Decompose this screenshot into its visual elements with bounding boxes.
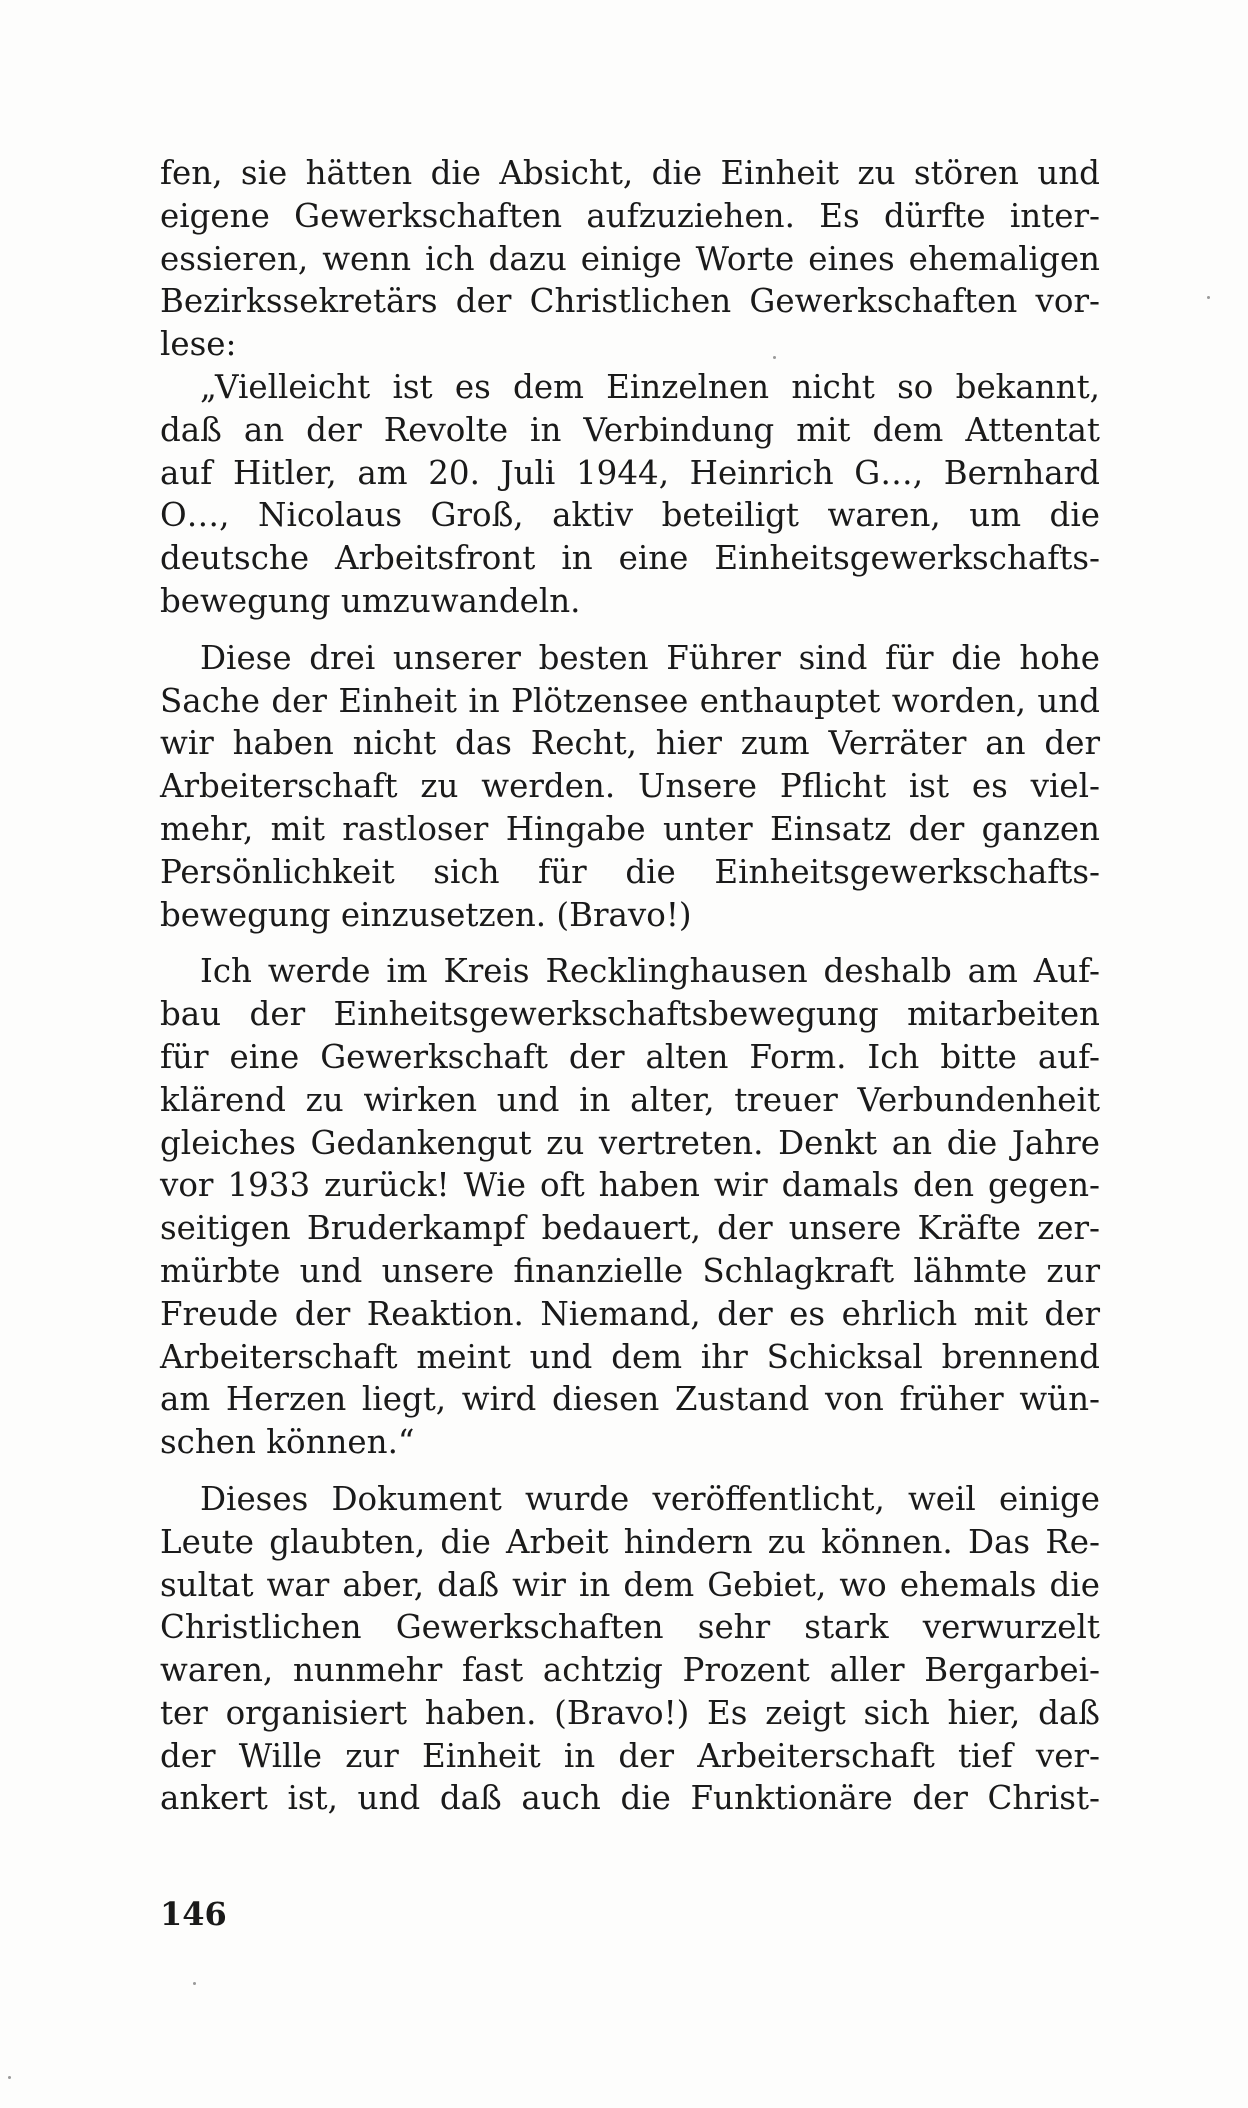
page-number: 146: [160, 1895, 227, 1933]
paper-speck: [8, 2076, 11, 2079]
paragraph: [160, 152, 1100, 366]
text-line: bewegung umzuwandeln.: [160, 581, 581, 620]
text-line: eigene Gewerkschaften aufzuziehen. Es dürfte inter-: [160, 196, 1100, 235]
text-line: Persönlichkeit sich für die Einheitsgewerkschafts-: [160, 852, 1100, 891]
text-line: Diese drei unserer besten Führer sind für die hohe: [200, 638, 1100, 677]
text-line: am Herzen liegt, wird diesen Zustand von früher wün-: [160, 1380, 1100, 1419]
text-line: sultat war aber, daß wir in dem Gebiet, wo ehemals die: [160, 1565, 1100, 1604]
paragraph: [160, 1478, 1100, 1820]
text-line: schen können.“: [160, 1423, 415, 1462]
text-line: Christlichen Gewerkschaften sehr stark verwurzelt: [160, 1608, 1100, 1647]
text-line: essieren, wenn ich dazu einige Worte eines ehemaligen: [160, 239, 1100, 278]
text-line: fen, sie hätten die Absicht, die Einheit zu stören und: [160, 154, 1100, 192]
text-line: ter organisiert haben. (Bravo!) Es zeigt sich hier, daß: [160, 1693, 1100, 1732]
paragraph-spacing: [160, 936, 1100, 950]
text-line: lese:: [160, 325, 237, 364]
text-line: bewegung einzusetzen. (Bravo!): [160, 895, 692, 934]
body-text: [160, 152, 1100, 1820]
text-line: mehr, mit rastloser Hingabe unter Einsatz der ganzen: [160, 809, 1100, 848]
text-line: seitigen Bruderkampf bedauert, der unsere Kräfte zer-: [160, 1209, 1100, 1248]
paragraph: [160, 637, 1100, 937]
text-line: gleiches Gedankengut zu vertreten. Denkt an die Jahre: [160, 1123, 1100, 1162]
text-line: daß an der Revolte in Verbindung mit dem Attentat: [160, 410, 1100, 449]
text-line: Leute glaubten, die Arbeit hindern zu können. Das Re-: [160, 1522, 1100, 1561]
text-line: Freude der Reaktion. Niemand, der es ehrlich mit der: [160, 1294, 1100, 1333]
text-line: vor 1933 zurück! Wie oft haben wir damals den gegen-: [160, 1166, 1100, 1205]
text-line: auf Hitler, am 20. Juli 1944, Heinrich G…, Bernhard: [160, 453, 1100, 492]
text-line: wir haben nicht das Recht, hier zum Verräter an der: [160, 724, 1100, 763]
text-line: Ich werde im Kreis Recklinghausen deshalb am Auf-: [200, 952, 1100, 991]
text-line: der Wille zur Einheit in der Arbeiterschaft tief ver-: [160, 1736, 1100, 1775]
paragraph: [160, 950, 1100, 1464]
text-line: „Vielleicht ist es dem Einzelnen nicht so bekannt,: [200, 367, 1100, 406]
paper-speck: [193, 1982, 196, 1985]
text-line: klärend zu wirken und in alter, treuer Verbundenheit: [160, 1080, 1100, 1119]
text-line: deutsche Arbeitsfront in eine Einheitsgewerkschafts-: [160, 539, 1100, 578]
paper-speck: [1207, 296, 1210, 299]
text-line: Bezirkssekretärs der Christlichen Gewerkschaften vor-: [160, 282, 1100, 321]
text-line: Sache der Einheit in Plötzensee enthauptet worden, und: [160, 681, 1100, 720]
text-line: Dieses Dokument wurde veröffentlicht, weil einige: [200, 1479, 1100, 1518]
text-line: Arbeiterschaft meint und dem ihr Schicksal brennend: [160, 1337, 1100, 1376]
paragraph-spacing: [160, 623, 1100, 637]
text-line: Arbeiterschaft zu werden. Unsere Pflicht ist es viel-: [160, 767, 1100, 806]
text-line: bau der Einheitsgewerkschaftsbewegung mitarbeiten: [160, 995, 1100, 1034]
text-line: O…, Nicolaus Groß, aktiv beteiligt waren, um die: [160, 496, 1100, 535]
text-line: mürbte und unsere finanzielle Schlagkraft lähmte zur: [160, 1251, 1100, 1290]
text-line: ankert ist, und daß auch die Funktionäre der Christ-: [160, 1779, 1100, 1818]
text-line: für eine Gewerkschaft der alten Form. Ich bitte auf-: [160, 1037, 1100, 1076]
paragraph: [160, 366, 1100, 623]
text-line: waren, nunmehr fast achtzig Prozent aller Bergarbei-: [160, 1651, 1100, 1690]
paragraph-spacing: [160, 1464, 1100, 1478]
paper-speck: [773, 356, 776, 359]
